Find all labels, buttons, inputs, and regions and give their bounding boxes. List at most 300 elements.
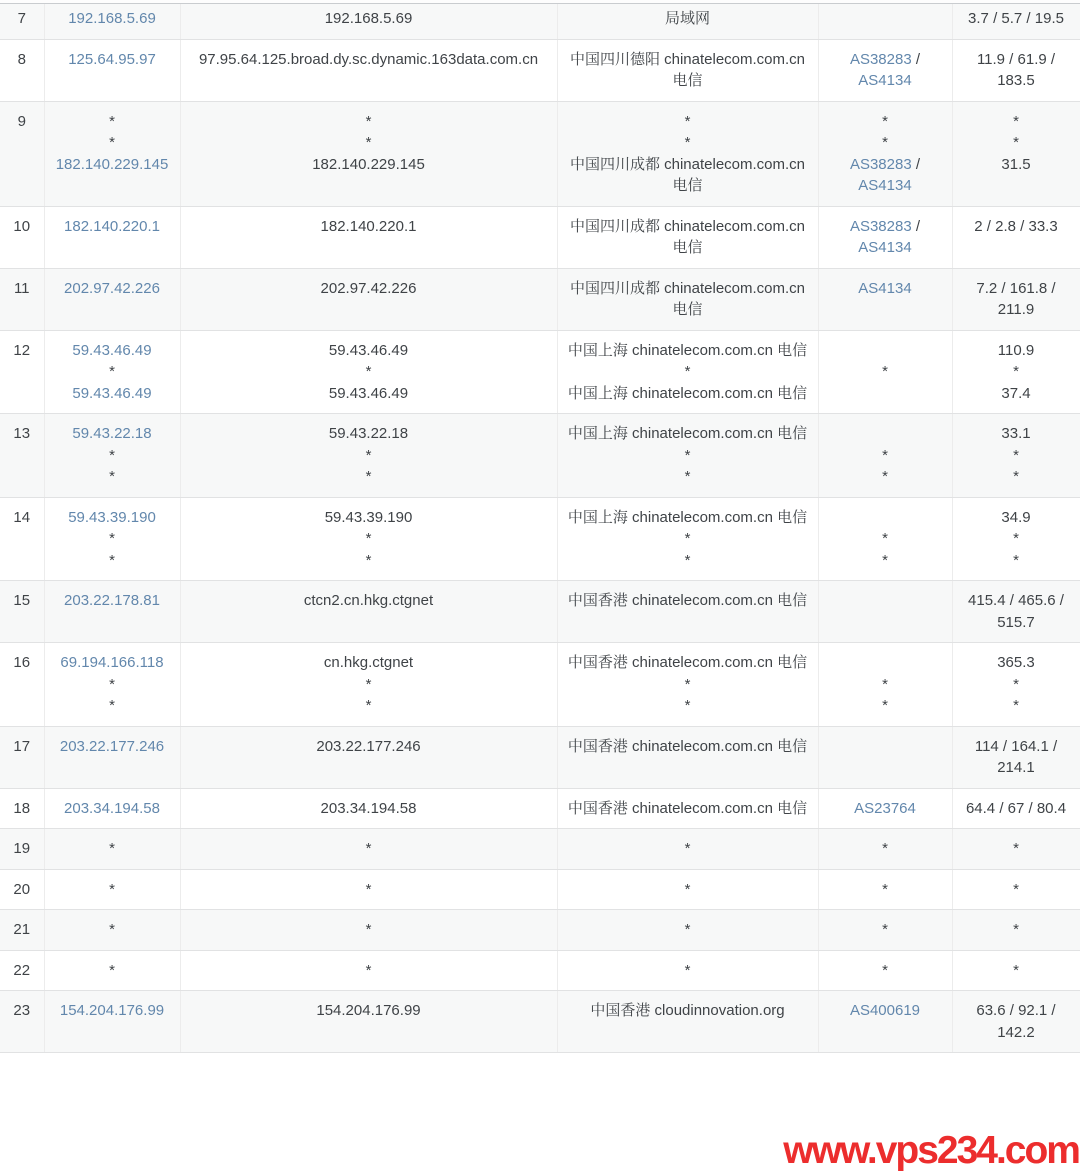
hostname-cell [180, 991, 557, 1053]
cell-text: * [1013, 468, 1019, 485]
cell-line [49, 838, 176, 860]
latency-cell [952, 910, 1080, 951]
ip-cell [44, 950, 180, 991]
cell-line [185, 652, 553, 674]
location-cell [557, 330, 818, 414]
cell-line [957, 132, 1076, 154]
cell-line [4, 879, 40, 901]
cell-text: * [365, 112, 372, 130]
cell-text: 8 [17, 50, 26, 68]
hop-cell [0, 643, 44, 727]
ip-link[interactable]: 59.43.46.49 [72, 384, 152, 402]
latency-cell [952, 991, 1080, 1053]
cell-line [823, 154, 948, 176]
latency-cell [952, 788, 1080, 829]
cell-text: * [684, 961, 691, 979]
table-row [0, 414, 1080, 498]
cell-text: * [882, 921, 888, 938]
cell-text: * [365, 840, 372, 857]
cell-text: 20 [13, 880, 31, 898]
cell-line [823, 879, 948, 901]
cell-line [957, 383, 1076, 405]
cell-text: 中国香港 cloudinnovation.org [590, 1002, 785, 1019]
ip-link[interactable]: 182.140.229.145 [55, 155, 169, 173]
cell-line [185, 960, 553, 982]
cell-line [562, 383, 814, 405]
location-cell [557, 101, 818, 206]
cell-text: * [882, 961, 888, 979]
cell-text: * [882, 363, 888, 380]
cell-text: 中国上海 chinatelecom.com.cn 电信 [567, 341, 808, 359]
table-row [0, 726, 1080, 788]
cell-text: * [684, 840, 691, 857]
ip-cell [44, 39, 180, 101]
ip-link[interactable]: 192.168.5.69 [68, 10, 156, 27]
cell-line [4, 423, 40, 445]
cell-text: 154.204.176.99 [316, 1002, 421, 1019]
hop-cell [0, 869, 44, 910]
cell-text: 中国香港 chinatelecom.com.cn 电信 [567, 799, 808, 817]
table-row [0, 39, 1080, 101]
cell-line [4, 216, 40, 238]
cell-line [957, 838, 1076, 860]
cell-text: 15 [13, 592, 31, 609]
cell-line [562, 132, 814, 154]
cell-line [4, 960, 40, 982]
hostname-cell [180, 101, 557, 206]
cell-line [957, 361, 1076, 383]
cell-line [957, 445, 1076, 467]
cell-line [823, 1000, 948, 1022]
cell-text: * [109, 134, 115, 151]
latency-cell [952, 726, 1080, 788]
as-link[interactable]: AS4134 [858, 239, 912, 256]
cell-line [185, 798, 553, 820]
cell-line [562, 550, 814, 572]
cell-text: * [1013, 880, 1019, 898]
cell-line [185, 1000, 553, 1022]
cell-line [823, 278, 948, 300]
cell-line [823, 340, 948, 362]
cell-line [957, 111, 1076, 133]
cell-text: * [684, 363, 691, 380]
cell-line [49, 132, 176, 154]
ip-cell [44, 726, 180, 788]
location-cell [557, 726, 818, 788]
cell-text: 3.7 / 5.7 / 19.5 [968, 10, 1064, 27]
cell-text: * [684, 112, 691, 130]
hop-cell [0, 39, 44, 101]
as-cell [818, 330, 952, 414]
ip-link[interactable]: 69.194.166.118 [60, 654, 164, 671]
table-row [0, 268, 1080, 330]
cell-line [957, 466, 1076, 488]
as-cell [818, 788, 952, 829]
cell-line [562, 340, 814, 362]
cell-line [823, 798, 948, 820]
cell-line [4, 340, 40, 362]
cell-text: 365.3 [997, 654, 1035, 671]
cell-line [185, 423, 553, 445]
cell-line [185, 674, 553, 696]
cell-line [185, 695, 553, 717]
cell-line [185, 340, 553, 362]
hostname-cell [180, 497, 557, 581]
cell-text: 63.6 / 92.1 / 142.2 [976, 1002, 1056, 1041]
cell-text: * [882, 446, 888, 464]
cell-text: 415.4 / 465.6 / 515.7 [968, 592, 1064, 631]
cell-text: 14 [13, 508, 31, 526]
cell-line [957, 507, 1076, 529]
cell-line [185, 838, 553, 860]
cell-text: * [684, 697, 691, 714]
cell-text: 192.168.5.69 [324, 10, 413, 27]
cell-text: 114 / 164.1 / 214.1 [974, 737, 1058, 776]
cell-line [49, 278, 176, 300]
cell-line [49, 8, 176, 30]
cell-line [562, 278, 814, 321]
cell-text: * [109, 697, 115, 714]
table-row [0, 991, 1080, 1053]
as-link[interactable]: AS38283 [849, 155, 912, 173]
location-cell [557, 869, 818, 910]
ip-cell [44, 206, 180, 268]
as-link[interactable]: AS4134 [858, 177, 912, 194]
hop-cell [0, 330, 44, 414]
cell-text: * [1013, 530, 1019, 547]
cell-text: 7.2 / 161.8 / 211.9 [976, 279, 1056, 318]
ip-link[interactable]: 59.43.39.190 [68, 508, 156, 526]
cell-line [185, 361, 553, 383]
cell-line [957, 879, 1076, 901]
cell-line [562, 736, 814, 758]
cell-text: 中国上海 chinatelecom.com.cn 电信 [567, 384, 808, 402]
cell-line [823, 550, 948, 572]
cell-line [49, 216, 176, 238]
hostname-cell [180, 829, 557, 870]
cell-text: * [365, 675, 372, 693]
ip-link[interactable]: 182.140.220.1 [64, 217, 160, 235]
cell-line [185, 736, 553, 758]
cell-line [562, 695, 814, 717]
cell-line [823, 960, 948, 982]
table-row [0, 829, 1080, 870]
cell-line [185, 8, 553, 30]
table-row [0, 4, 1080, 39]
as-cell [818, 991, 952, 1053]
cell-text: 31.5 [1001, 155, 1031, 173]
cell-line [957, 154, 1076, 176]
cell-text: * [684, 921, 691, 938]
ip-link[interactable]: 202.97.42.226 [64, 279, 160, 297]
cell-line [823, 361, 948, 383]
cell-text: * [684, 530, 691, 547]
hostname-cell [180, 414, 557, 498]
cell-line [957, 798, 1076, 820]
cell-line [185, 49, 553, 71]
ip-link[interactable]: 59.43.46.49 [72, 341, 152, 359]
latency-cell [952, 268, 1080, 330]
cell-line [49, 340, 176, 362]
as-link[interactable]: AS4134 [858, 279, 912, 297]
cell-line [957, 278, 1076, 321]
cell-text: * [109, 840, 115, 857]
location-cell [557, 206, 818, 268]
cell-text: 182.140.220.1 [320, 217, 417, 235]
location-cell [557, 991, 818, 1053]
cell-line [562, 798, 814, 820]
as-cell [818, 910, 952, 951]
cell-text: * [1013, 675, 1019, 693]
ip-cell [44, 991, 180, 1053]
cell-line [562, 590, 814, 612]
cell-text: * [1013, 961, 1019, 979]
cell-text: * [882, 840, 888, 857]
cell-text: * [1013, 134, 1019, 151]
cell-line [185, 550, 553, 572]
cell-text: * [365, 880, 372, 898]
cell-text: * [365, 530, 372, 547]
cell-text: * [365, 134, 372, 151]
cell-line [957, 49, 1076, 92]
cell-text: 182.140.229.145 [312, 155, 425, 173]
cell-line [185, 278, 553, 300]
cell-text: * [365, 468, 372, 485]
as-link[interactable]: AS4134 [858, 72, 912, 89]
cell-text: * [109, 530, 115, 547]
cell-text: 203.34.194.58 [320, 799, 417, 817]
cell-text: * [1013, 112, 1019, 130]
as-cell [818, 101, 952, 206]
as-cell [818, 414, 952, 498]
cell-text: 19 [13, 840, 31, 857]
cell-text: * [365, 961, 372, 979]
location-cell [557, 788, 818, 829]
cell-line [957, 1000, 1076, 1043]
cell-line [185, 154, 553, 176]
cell-text: 17 [13, 737, 31, 755]
table-row [0, 497, 1080, 581]
cell-line [4, 111, 40, 133]
cell-line [185, 445, 553, 467]
cell-line [4, 736, 40, 758]
cell-line [49, 960, 176, 982]
cell-line [185, 111, 553, 133]
ip-link[interactable]: 154.204.176.99 [59, 1002, 165, 1019]
hop-cell [0, 268, 44, 330]
cell-text: * [365, 921, 372, 938]
cell-line [823, 175, 948, 197]
cell-text: 18 [13, 799, 31, 817]
cell-line [957, 960, 1076, 982]
cell-text: 中国上海 chinatelecom.com.cn 电信 [567, 425, 808, 442]
cell-line [185, 590, 553, 612]
cell-text: 中国四川成都 chinatelecom.com.cn 电信 [569, 217, 806, 256]
cell-line [957, 8, 1076, 30]
cell-text: 16 [13, 654, 31, 671]
as-link[interactable]: AS23764 [854, 799, 916, 817]
ip-cell [44, 910, 180, 951]
hop-cell [0, 4, 44, 39]
table-row [0, 869, 1080, 910]
cell-text: * [365, 551, 372, 569]
cell-text: * [684, 468, 691, 485]
cell-text: * [882, 675, 888, 693]
cell-line [49, 550, 176, 572]
location-cell [557, 414, 818, 498]
ip-cell [44, 4, 180, 39]
cell-line [4, 507, 40, 529]
hop-cell [0, 829, 44, 870]
cell-line [185, 919, 553, 941]
cell-text: / [911, 217, 921, 235]
cell-text: 37.4 [1001, 384, 1031, 402]
cell-line [562, 423, 814, 445]
table-row [0, 101, 1080, 206]
as-cell [818, 869, 952, 910]
cell-text: 23 [13, 1002, 31, 1019]
cell-text: * [109, 880, 115, 898]
ip-cell [44, 101, 180, 206]
cell-line [4, 652, 40, 674]
cell-text: * [882, 530, 888, 547]
ip-cell [44, 268, 180, 330]
ip-cell [44, 869, 180, 910]
cell-line [957, 695, 1076, 717]
table-row [0, 206, 1080, 268]
cell-text: / [911, 155, 921, 173]
ip-cell [44, 497, 180, 581]
cell-line [562, 960, 814, 982]
cell-line [562, 1000, 814, 1022]
cell-text: 203.22.177.246 [316, 737, 421, 755]
hop-cell [0, 101, 44, 206]
cell-line [562, 838, 814, 860]
ip-link[interactable]: 203.34.194.58 [64, 799, 160, 817]
cell-text: * [109, 363, 115, 380]
cell-text: 22 [13, 961, 31, 979]
cell-text: 中国香港 chinatelecom.com.cn 电信 [567, 654, 808, 671]
cell-line [49, 528, 176, 550]
cell-text: * [1013, 551, 1019, 569]
cell-line [823, 132, 948, 154]
cell-text: * [109, 675, 115, 693]
cell-line [957, 736, 1076, 779]
location-cell [557, 39, 818, 101]
cell-text: 中国四川成都 chinatelecom.com.cn 电信 [569, 155, 806, 194]
cell-text: * [1013, 697, 1019, 714]
cell-line [49, 652, 176, 674]
cell-text: 59.43.46.49 [328, 384, 409, 402]
cell-line [185, 879, 553, 901]
ip-cell [44, 643, 180, 727]
ip-link[interactable]: 203.22.177.246 [59, 737, 165, 755]
ip-link[interactable]: 59.43.22.18 [72, 425, 152, 442]
as-cell [818, 726, 952, 788]
cell-text: 中国四川成都 chinatelecom.com.cn 电信 [569, 279, 806, 318]
cell-line [957, 590, 1076, 633]
cell-line [957, 652, 1076, 674]
cell-text: 局域网 [664, 10, 710, 27]
cell-line [49, 154, 176, 176]
cell-text: * [109, 446, 115, 464]
as-cell [818, 497, 952, 581]
cell-line [562, 652, 814, 674]
hostname-cell [180, 39, 557, 101]
hop-cell [0, 206, 44, 268]
cell-text: / [911, 50, 921, 68]
ip-cell [44, 414, 180, 498]
cell-line [823, 838, 948, 860]
cell-text: 10 [13, 217, 31, 235]
cell-line [823, 445, 948, 467]
hop-cell [0, 910, 44, 951]
cell-line [957, 423, 1076, 445]
cell-line [185, 216, 553, 238]
cell-line [4, 919, 40, 941]
cell-text: * [109, 551, 115, 569]
cell-line [562, 111, 814, 133]
hop-cell [0, 414, 44, 498]
ip-link[interactable]: 125.64.95.97 [68, 50, 156, 68]
cell-line [4, 590, 40, 612]
cell-line [49, 445, 176, 467]
cell-text: * [684, 134, 691, 151]
cell-line [957, 674, 1076, 696]
as-link[interactable]: AS38283 [849, 217, 912, 235]
as-link[interactable]: AS400619 [849, 1002, 921, 1019]
ip-link[interactable]: 203.22.178.81 [64, 592, 160, 609]
hostname-cell [180, 581, 557, 643]
cell-text: * [882, 468, 888, 485]
table-row [0, 788, 1080, 829]
site-watermark: www.vps234.com [783, 1129, 1079, 1172]
hostname-cell [180, 330, 557, 414]
latency-cell [952, 414, 1080, 498]
table-row [0, 643, 1080, 727]
cell-line [823, 216, 948, 238]
hostname-cell [180, 643, 557, 727]
cell-line [562, 8, 814, 30]
table-row [0, 950, 1080, 991]
latency-cell [952, 643, 1080, 727]
cell-text: 202.97.42.226 [320, 279, 417, 297]
hop-cell [0, 788, 44, 829]
location-cell [557, 4, 818, 39]
cell-text: * [882, 551, 888, 569]
latency-cell [952, 206, 1080, 268]
cell-line [957, 216, 1076, 238]
hostname-cell [180, 206, 557, 268]
cell-text: 21 [13, 921, 31, 938]
latency-cell [952, 869, 1080, 910]
cell-line [49, 507, 176, 529]
location-cell [557, 581, 818, 643]
cell-line [49, 49, 176, 71]
latency-cell [952, 581, 1080, 643]
cell-line [823, 49, 948, 71]
cell-line [4, 1000, 40, 1022]
cell-line [562, 919, 814, 941]
hostname-cell [180, 950, 557, 991]
cell-line [562, 216, 814, 259]
cell-text: 7 [17, 10, 26, 27]
as-link[interactable]: AS38283 [849, 50, 912, 68]
cell-text: * [1013, 363, 1019, 380]
cell-text: 11.9 / 61.9 / 183.5 [976, 50, 1056, 89]
cell-line [4, 49, 40, 71]
as-cell [818, 4, 952, 39]
